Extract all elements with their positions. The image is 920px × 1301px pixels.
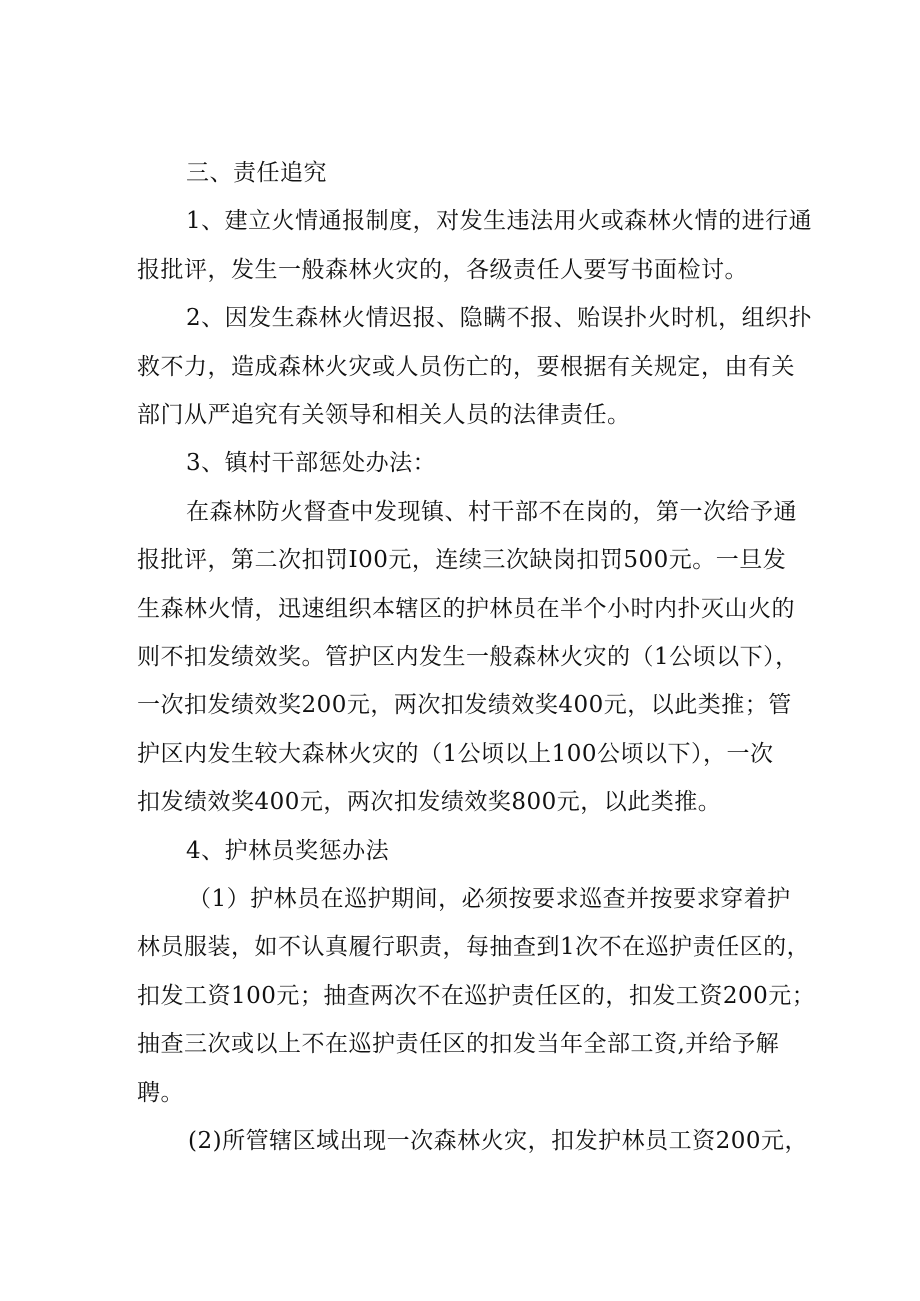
paragraph-2-line-3: 部门从严追究有关领导和相关人员的法律责任。 — [137, 402, 631, 428]
paragraph-1-line-1: 1、建立火情通报制度，对发生违法用火或森林火情的进行通 — [186, 208, 813, 234]
paragraph-3-line-6: 护区内发生较大森林火灾的（1公顷以上100公顷以下），一次 — [137, 741, 774, 767]
paragraph-4-line-5: 聘。 — [137, 1080, 184, 1106]
paragraph-4-line-2: 林员服装，如不认真履行职责，每抽查到1次不在巡护责任区的， — [137, 934, 811, 960]
paragraph-3-line-1: 在森林防火督查中发现镇、村干部不在岗的，第一次给予通 — [186, 499, 797, 525]
paragraph-5-line-1: (2)所管辖区域出现一次森林火灾，扣发护林员工资200元， — [188, 1128, 808, 1154]
paragraph-4-line-3: 扣发工资100元；抽查两次不在巡护责任区的，扣发工资200元； — [137, 983, 816, 1009]
paragraph-3-line-7: 扣发绩效奖400元，两次扣发绩效奖800元，以此类推。 — [137, 789, 722, 815]
paragraph-3-line-4: 则不扣发绩效奖。管护区内发生一般森林火灾的（1公顷以下）， — [137, 644, 799, 670]
paragraph-2-line-1: 2、因发生森林火情迟报、隐瞒不报、贻误扑火时机，组织扑 — [186, 305, 813, 331]
paragraph-2-line-2: 救不力，造成森林火灾或人员伤亡的，要根据有关规定，由有关 — [137, 354, 795, 380]
subheading-ranger-rewards: 4、护林员奖惩办法 — [186, 838, 390, 864]
paragraph-1-line-2: 报批评，发生一般森林火灾的，各级责任人要写书面检讨。 — [137, 257, 748, 283]
paragraph-4-line-1: （1）护林员在巡护期间，必须按要求巡查并按要求穿着护 — [188, 886, 791, 912]
paragraph-3-line-2: 报批评，第二次扣罚I00元，连续三次缺岗扣罚500元。一旦发 — [137, 547, 787, 573]
section-heading-accountability: 三、责任追究 — [186, 160, 327, 186]
subheading-cadre-penalties: 3、镇村干部惩处办法： — [186, 450, 437, 476]
paragraph-4-line-4: 抽查三次或以上不在巡护责任区的扣发当年全部工资,并给予解 — [137, 1031, 780, 1057]
paragraph-3-line-5: 一次扣发绩效奖200元，两次扣发绩效奖400元，以此类推；管 — [137, 692, 792, 718]
paragraph-3-line-3: 生森林火情，迅速组织本辖区的护林员在半个小时内扑灭山火的 — [137, 596, 795, 622]
